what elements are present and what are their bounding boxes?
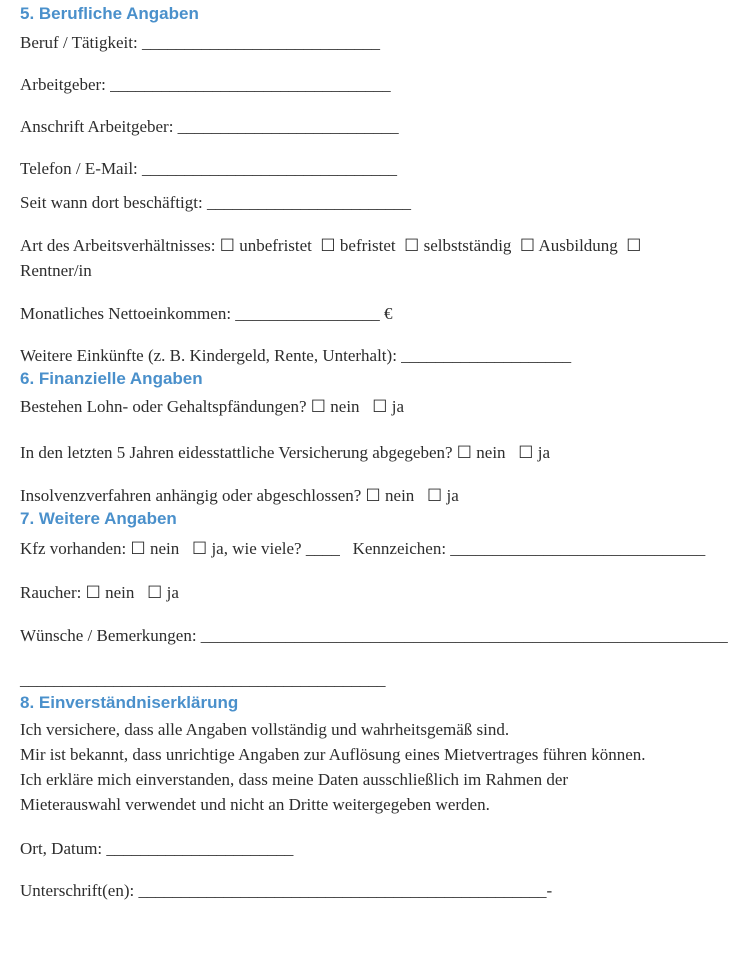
field-kfz-vorhanden: Kfz vorhanden: ☐ nein ☐ ja, wie viele? ____ Kennzeichen: ______________________________ [20, 539, 706, 558]
question-insolvenzverfahren: Insolvenzverfahren anhängig oder abgeschlossen? ☐ nein ☐ ja [20, 486, 459, 505]
question-lohnpfaendungen: Bestehen Lohn- oder Gehaltspfändungen? ☐ nein ☐ ja [20, 397, 405, 416]
section-6-heading: 6. Finanzielle Angaben [20, 369, 203, 388]
field-art-arbeitsverhaeltnis-line1: Art des Arbeitsverhältnisses: ☐ unbefristet ☐ befristet ☐ selbstständig ☐ Ausbildung ☐ [20, 236, 642, 255]
declaration-paragraph [20, 717, 747, 817]
declaration-line-2: Mir ist bekannt, dass unrichtige Angaben zur Auflösung eines Mietvertrages führen können. [20, 745, 646, 764]
field-seit-wann-beschaeftigt: Seit wann dort beschäftigt: ________________________ [20, 193, 411, 212]
field-unterschrift: Unterschrift(en): ________________________________________________- [20, 881, 553, 900]
field-raucher: Raucher: ☐ nein ☐ ja [20, 583, 179, 602]
field-weitere-einkuenfte: Weitere Einkünfte (z. B. Kindergeld, Rente, Unterhalt): ____________________ [20, 346, 572, 365]
field-arbeitgeber: Arbeitgeber: _________________________________ [20, 75, 391, 94]
field-wuensche-bemerkungen: Wünsche / Bemerkungen: ______________________________________________________________ [20, 626, 728, 645]
field-beruf-taetigkeit: Beruf / Tätigkeit: ____________________________ [20, 33, 380, 52]
field-wuensche-bemerkungen-line2: ___________________________________________ [20, 670, 386, 689]
section-5-heading: 5. Berufliche Angaben [20, 4, 199, 23]
field-anschrift-arbeitgeber: Anschrift Arbeitgeber: __________________________ [20, 117, 399, 136]
field-art-arbeitsverhaeltnis [20, 233, 747, 283]
field-art-arbeitsverhaeltnis-line2: Rentner/in [20, 261, 92, 280]
question-eidesstattliche-versicherung: In den letzten 5 Jahren eidesstattliche Versicherung abgegeben? ☐ nein ☐ ja [20, 443, 551, 462]
section-7-heading: 7. Weitere Angaben [20, 509, 177, 528]
field-telefon-email: Telefon / E-Mail: ______________________________ [20, 159, 398, 178]
declaration-line-1: Ich versichere, dass alle Angaben vollständig und wahrheitsgemäß sind. [20, 720, 510, 739]
declaration-line-4: Mieterauswahl verwendet und nicht an Dritte weitergegeben werden. [20, 795, 490, 814]
field-ort-datum: Ort, Datum: ______________________ [20, 839, 294, 858]
declaration-line-3: Ich erkläre mich einverstanden, dass meine Daten ausschließlich im Rahmen der [20, 770, 569, 789]
section-8-heading: 8. Einverständniserklärung [20, 693, 239, 712]
field-monatliches-nettoeinkommen: Monatliches Nettoeinkommen: _________________ € [20, 304, 393, 323]
